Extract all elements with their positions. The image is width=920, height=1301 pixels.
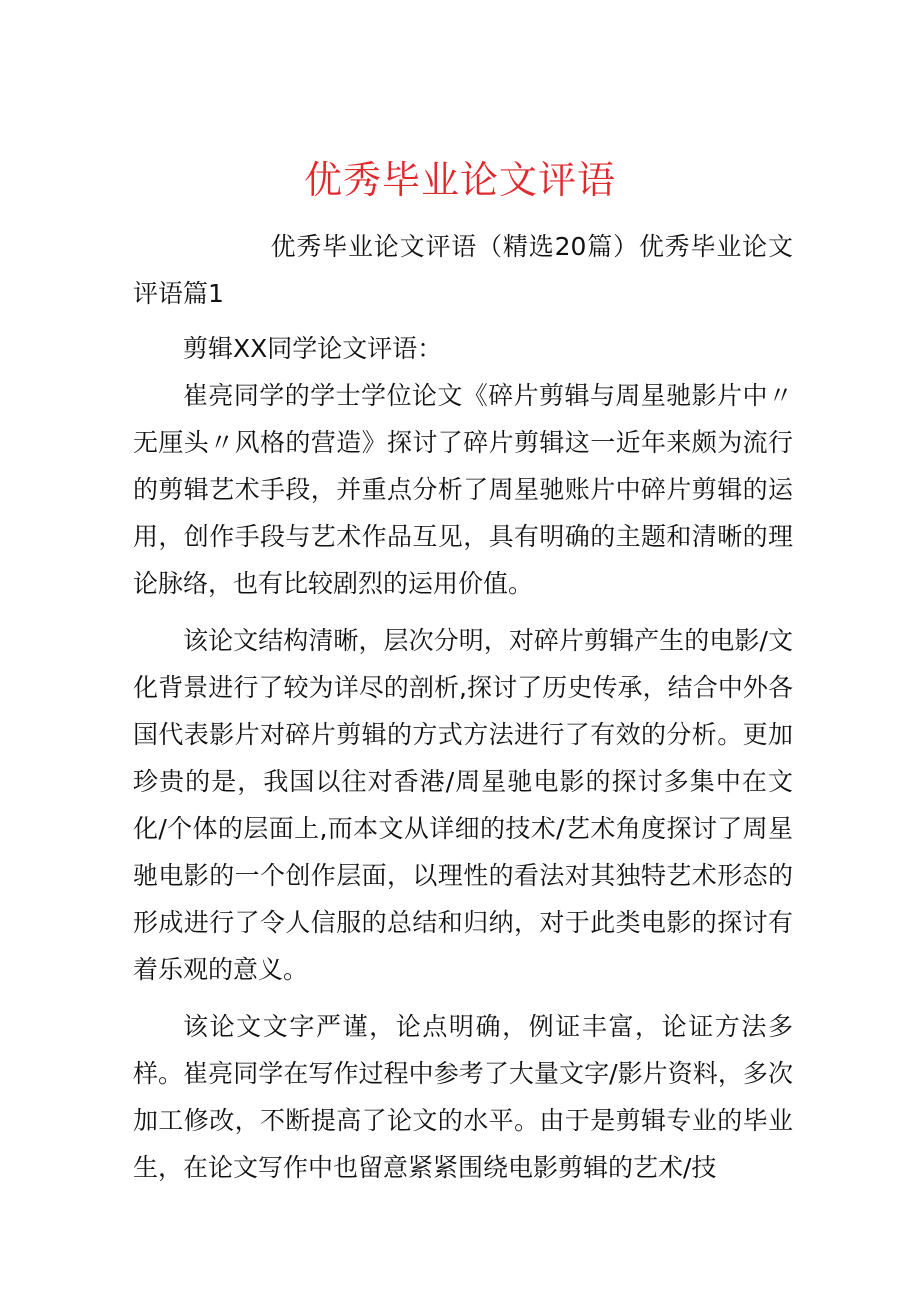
- document-body: [133, 223, 793, 1191]
- body-paragraph-3: 该论文文字严谨，论点明确，例证丰富，论证方法多样。崔亮同学在写作过程中参考了大量文字/影片资料，多次加工修改，不断提高了论文的水平。由于是剪辑专业的毕业生，在论文写作中也留意紧紧围绕电影剪辑的艺术/技: [133, 1012, 793, 1182]
- intro-paragraph: 优秀毕业论文评语（精选20篇）优秀毕业论文评语篇1: [133, 232, 793, 308]
- body-paragraph-2: 该论文结构清晰，层次分明，对碎片剪辑产生的电影/文化背景进行了较为详尽的剖析,探讨了历史传承，结合中外各国代表影片对碎片剪辑的方式方法进行了有效的分析。更加珍贵的是，我国以往对香港/周星驰电影的探讨多集中在文化/个体的层面上,而本文从详细的技术/艺术角度探讨了周星驰电影的一个创作层面，以理性的看法对其独特艺术形态的形成进行了令人信服的总结和归纳，对于此类电影的探讨有着乐观的意义。: [133, 626, 793, 984]
- greeting-paragraph: 剪辑XX同学论文评语：: [183, 334, 443, 363]
- body-paragraph-1: 崔亮同学的学士学位论文《碎片剪辑与周星驰影片中〃无厘头〃风格的营造》探讨了碎片剪辑这一近年来颇为流行的剪辑艺术手段，并重点分析了周星驰账片中碎片剪辑的运用，创作手段与艺术作品互见，具有明确的主题和清晰的理论脉络，也有比较剧烈的运用价值。: [133, 381, 793, 598]
- document-title: 优秀毕业论文评语: [303, 158, 616, 202]
